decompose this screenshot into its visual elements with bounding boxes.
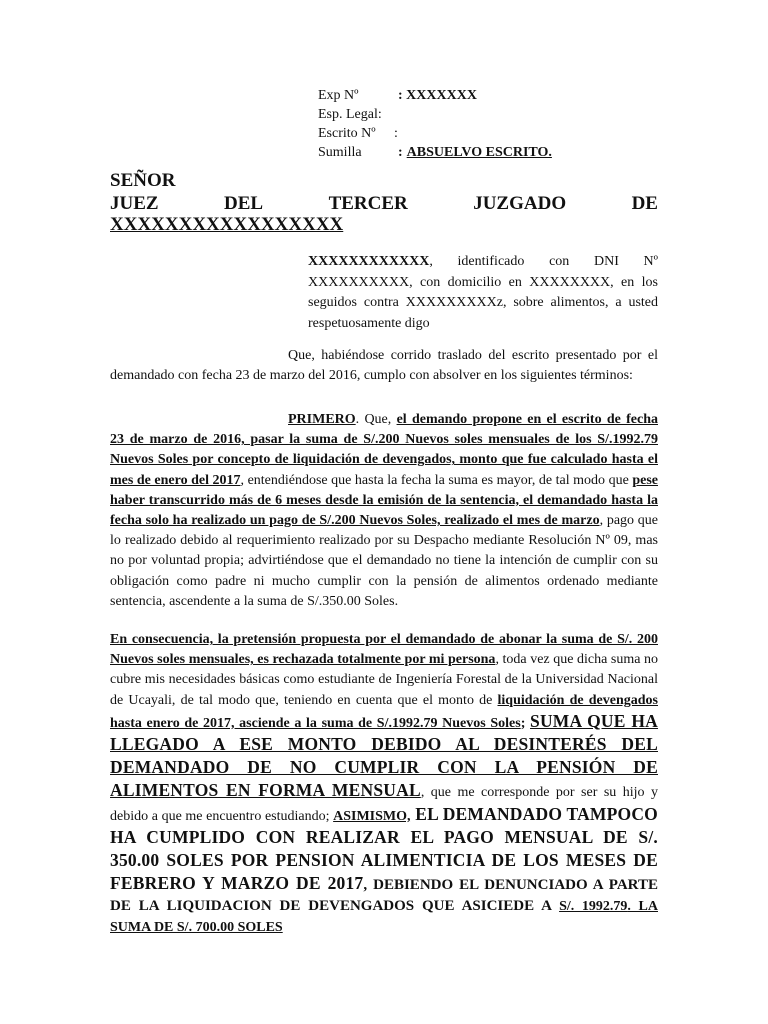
escrito-label: Escrito Nº [318, 126, 376, 141]
court-name: XXXXXXXXXXXXXXXXX [110, 214, 344, 235]
escrito-value: : [394, 126, 398, 141]
sumilla-colon: : [398, 145, 403, 160]
emphasis-caps: SUMA QUE HA LLEGADO A ESE MONTO DEBIDO AL DESINTERÉS DEL DEMANDADO DE NO CUMPLIR CON LA PENSIÓN DE ALIMENTOS EN FORMA MENSUAL [110, 710, 659, 801]
salutation: SEÑOR [110, 170, 176, 191]
intro-text: , identificado con DNI Nº XXXXXXXXXX, con domicilio en XXXXXXXX, en los seguidos contra XXXXXXXXXz, sobre alimentos, a usted respetuosamente digo [308, 254, 658, 331]
primero-heading: PRIMERO [288, 412, 356, 427]
judge-word: JUEZ [110, 193, 159, 214]
asimismo: ASIMISMO, [333, 808, 411, 824]
text: ; [520, 715, 531, 731]
sumilla-label: Sumilla [318, 145, 362, 160]
paragraph-consecuencia [110, 630, 658, 938]
emphasis: liquidación de devengados hasta enero de 2017, asciende a la suma de S/.1992.79 Nuevos Soles [110, 692, 658, 731]
text: , que me corresponde por ser su hijo y debido a que me encuentro estudiando; [110, 785, 658, 824]
exp-label: Exp Nº [318, 88, 359, 103]
petitioner-name: XXXXXXXXXXXX [308, 254, 430, 269]
text: , pago que lo realizado debido al requerimiento realizado por su Despacho mediante Resolución Nº 09, mas no por voluntad propia; advirtiéndose que el demandado no tiene la intención de cumplir con su obligación como padre ni mucho cumplir con la pensión de alimentos ordenado mediante sentencia, ascendente a la suma de S/.350.00 Soles. [110, 513, 658, 609]
text: , entendiéndose que hasta la fecha la suma es mayor, de tal modo que [240, 472, 633, 488]
judge-line [110, 193, 658, 215]
emphasis: el demando propone en el escrito de fecha 23 de marzo de 2016, pasar la suma de S/.200 Nuevos soles mensuales de los S/.1992.79 Nuevos Soles por concepto de liquidación de devengados, monto que fue calculado hasta el mes de enero del 2017 [110, 412, 658, 488]
amount: S/. 1992.79 [559, 899, 628, 915]
sumilla-value: ABSUELVO ESCRITO. [406, 145, 552, 160]
esp-legal-label: Esp. Legal: [318, 107, 382, 122]
case-header [318, 86, 552, 162]
emphasis-caps: , DEBIENDO EL DENUNCIADO A PARTE DE LA LIQUIDACION DE DEVENGADOS QUE ASICIEDE A [110, 877, 658, 915]
judge-word: TERCER [328, 193, 408, 214]
emphasis-caps: EL DEMANDADO TAMPOCO HA CUMPLIDO CON REALIZAR EL PAGO MENSUAL DE S/. 350.00 SOLES POR PENSION ALIMENTICIA DE LOS MESES DE FEBRERO Y MARZO DE 2017 [110, 803, 658, 894]
emphasis: pese haber transcurrido más de 6 meses desde la emisión de la sentencia, el demandado hasta la fecha solo ha realizado un pago de S/.200 Nuevos Soles, realizado el mes de marzo [110, 472, 658, 529]
intro-paragraph [308, 252, 658, 334]
text: , toda vez que dicha suma no cubre mis necesidades básicas como estudiante de Ingeniería Forestal de la Universidad Nacional de Ucayali, de tal modo que, teniendo en cuenta que el monto de [110, 652, 658, 708]
judge-word: DEL [224, 193, 264, 214]
judge-word: DE [631, 193, 658, 214]
exp-value: : XXXXXXX [398, 88, 477, 103]
paragraph-1: Que, habiéndose corrido traslado del escrito presentado por el demandado con fecha 23 de marzo del 2016, cumplo con absolver en los siguientes términos: [110, 348, 658, 384]
paragraph-primero [110, 410, 658, 612]
emphasis: . LA SUMA DE S/. 700.00 SOLES [110, 899, 658, 935]
emphasis: En consecuencia, la pretensión propuesta por el demandado de abonar la suma de S/. 200 Nuevos soles mensuales, es rechazada totalmente por mi persona [110, 632, 658, 668]
text: . Que, [355, 412, 397, 427]
judge-word: JUZGADO [473, 193, 567, 214]
